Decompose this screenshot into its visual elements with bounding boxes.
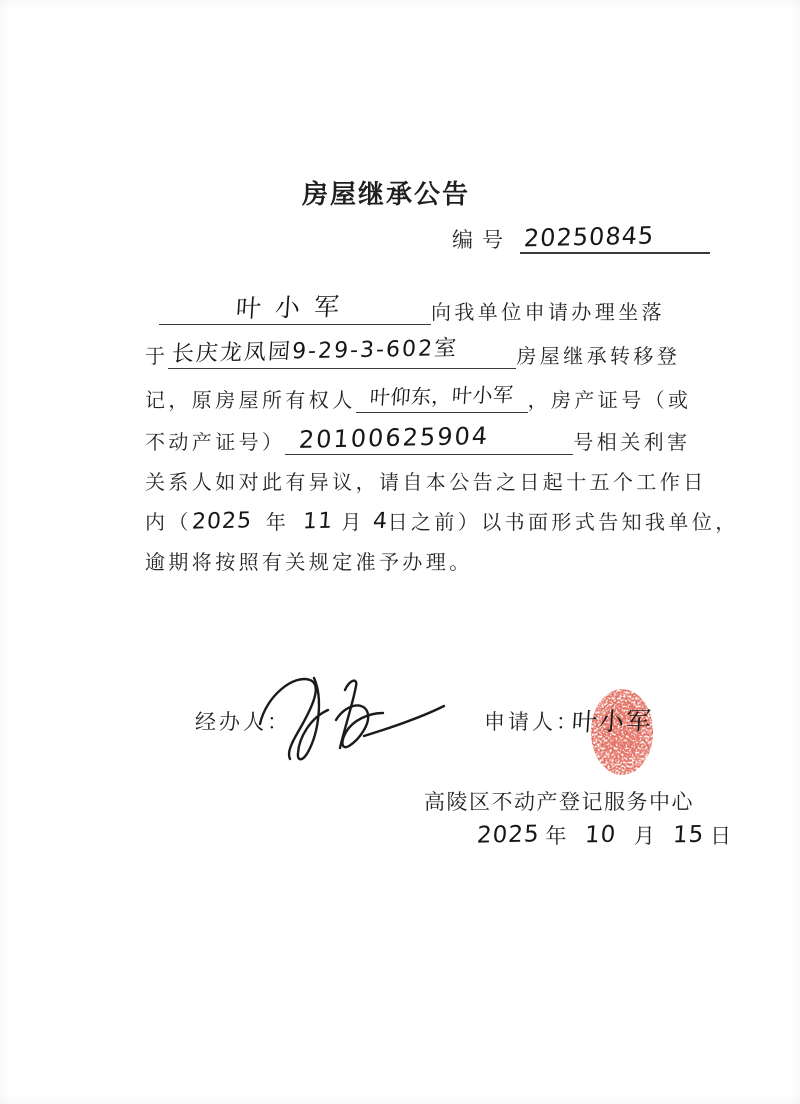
applicant-label: 申请人： bbox=[484, 710, 580, 734]
body-line-5-text: 关系人如对此有异议，请自本公告之日起十五个工作日 bbox=[145, 472, 707, 494]
handler-signature bbox=[248, 658, 458, 788]
body-line-7 bbox=[145, 546, 690, 582]
number-blank-field bbox=[520, 221, 710, 254]
deadline-month-handwritten: 11 bbox=[302, 508, 335, 535]
deadline-year-handwritten: 2025 bbox=[190, 508, 253, 535]
document-title: 房屋继承公告 bbox=[301, 180, 470, 209]
body-line-3-text: ，房产证号（或 bbox=[527, 390, 692, 412]
owners-handwritten: 叶仰东，叶小军 bbox=[368, 382, 515, 410]
body-line-3 bbox=[145, 384, 690, 420]
body-line-2-text: 房屋继承转移登 bbox=[516, 346, 681, 368]
address-blank bbox=[168, 335, 516, 369]
issue-day-handwritten: 15 bbox=[671, 821, 705, 849]
deadline-month-label: 月 bbox=[341, 512, 365, 534]
handler-label: 经办人： bbox=[195, 710, 291, 734]
body-line-1-text: 向我单位申请办理坐落 bbox=[431, 302, 665, 324]
body-line-2 bbox=[145, 335, 690, 376]
body-line-6 bbox=[145, 506, 739, 542]
issue-month-label: 月 bbox=[633, 824, 655, 848]
applicant-name-blank bbox=[159, 291, 431, 325]
body-line-4-prefix: 不动产证号） bbox=[145, 432, 286, 454]
body-line-2-prefix: 于 bbox=[145, 346, 169, 368]
address-handwritten: 长庆龙凤园9-29-3-602室 bbox=[171, 335, 460, 367]
issue-year-handwritten: 2025 bbox=[476, 821, 541, 849]
applicant-name-handwritten: 叶小军 bbox=[235, 291, 355, 324]
issue-date-row bbox=[477, 820, 731, 850]
body-line-3-prefix: 记，原房屋所有权人 bbox=[145, 390, 356, 412]
cert-number-blank bbox=[285, 421, 573, 455]
deadline-day-handwritten: 4 bbox=[371, 508, 389, 535]
issue-year-label: 年 bbox=[545, 824, 567, 848]
document-number-row bbox=[452, 221, 710, 254]
deadline-year-label: 年 bbox=[265, 512, 290, 534]
body-line-6-pre: 内（ bbox=[145, 512, 192, 534]
owners-blank bbox=[356, 382, 528, 413]
body-line-4 bbox=[145, 421, 691, 462]
issue-month-handwritten: 10 bbox=[583, 821, 617, 849]
issue-day-label: 日 bbox=[710, 824, 732, 848]
cert-number-handwritten: 20100625904 bbox=[298, 421, 491, 454]
body-line-5 bbox=[145, 466, 707, 502]
number-label: 编号 bbox=[452, 228, 512, 252]
body-line-1 bbox=[145, 291, 690, 332]
number-handwritten-value: 20250845 bbox=[522, 221, 656, 253]
body-line-4-text: 号相关利害 bbox=[573, 432, 691, 454]
body-line-7-text: 逾期将按照有关规定准予办理。 bbox=[145, 552, 473, 574]
body-line-6-after: 日之前）以书面形式告知我单位， bbox=[387, 512, 739, 534]
applicant-signature-handwritten: 叶小军 bbox=[570, 706, 654, 737]
organization-name: 高陵区不动产登记服务中心 bbox=[424, 790, 694, 814]
